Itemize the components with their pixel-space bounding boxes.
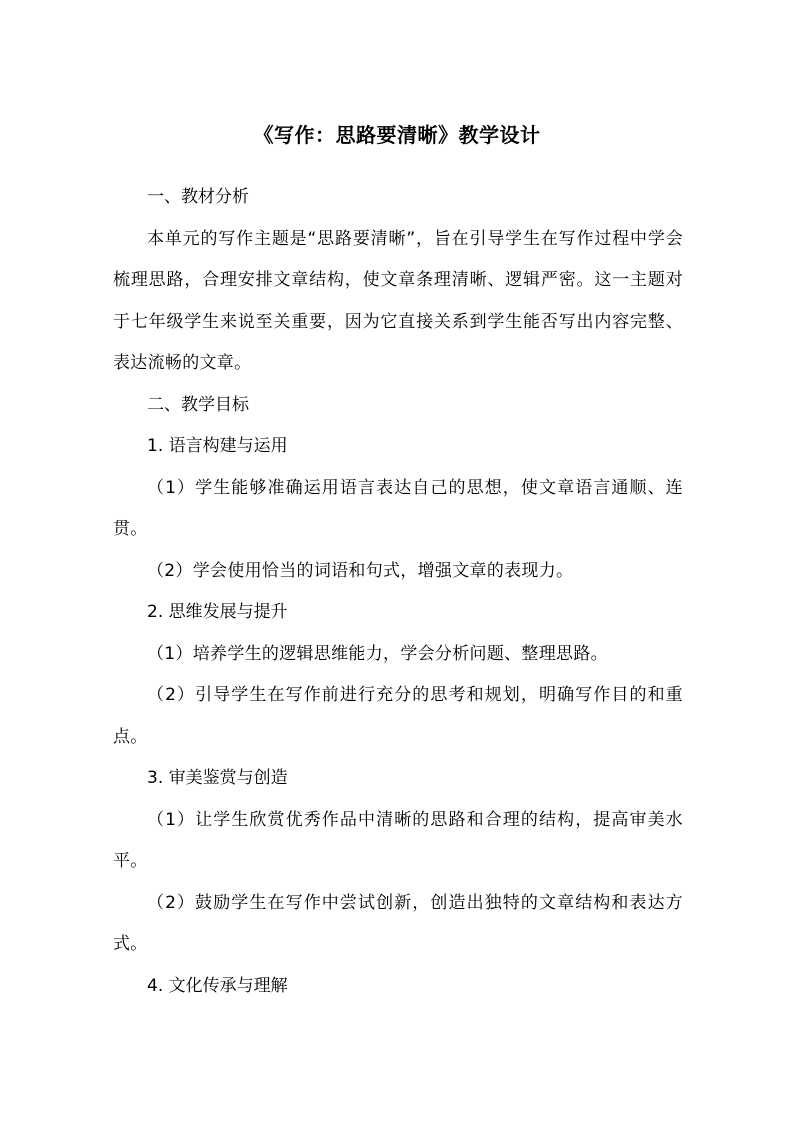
list-item-thinking-1: （1）培养学生的逻辑思维能力，学会分析问题、整理思路。 <box>147 643 608 664</box>
document-body <box>113 177 683 1007</box>
section-heading-teaching-goals: 二、教学目标 <box>147 394 249 415</box>
subheading-aesthetics: 3. 审美鉴赏与创造 <box>147 768 288 788</box>
list-item-language-2: （2）学会使用恰当的词语和句式，增强文章的表现力。 <box>147 560 574 581</box>
subheading-thinking: 2. 思维发展与提升 <box>147 602 288 622</box>
list-item-language-1: （1）学生能够准确运用语言表达自己的思想，使文章语言通顺、连贯。 <box>113 477 683 539</box>
subheading-language: 1. 语言构建与运用 <box>147 436 288 456</box>
section-heading-textbook-analysis: 一、教材分析 <box>147 187 249 207</box>
list-item-thinking-2: （2）引导学生在写作前进行充分的思考和规划，明确写作目的和重点。 <box>113 685 683 747</box>
subheading-culture: 4. 文化传承与理解 <box>147 975 288 996</box>
paragraph-textbook-analysis: 本单元的写作主题是“思路要清晰”，旨在引导学生在写作过程中学会梳理思路，合理安排文章结构，使文章条理清晰、逻辑严密。这一主题对于七年级学生来说至关重要，因为它直接关系到学生能否写出内容完整、表达流畅的文章。 <box>113 228 683 373</box>
list-item-aesthetics-2: （2）鼓励学生在写作中尝试创新，创造出独特的文章结构和表达方式。 <box>113 892 683 954</box>
list-item-aesthetics-1: （1）让学生欣赏优秀作品中清晰的思路和合理的结构，提高审美水平。 <box>113 809 683 871</box>
page-title: 《写作：思路要清晰》教学设计 <box>253 123 541 147</box>
